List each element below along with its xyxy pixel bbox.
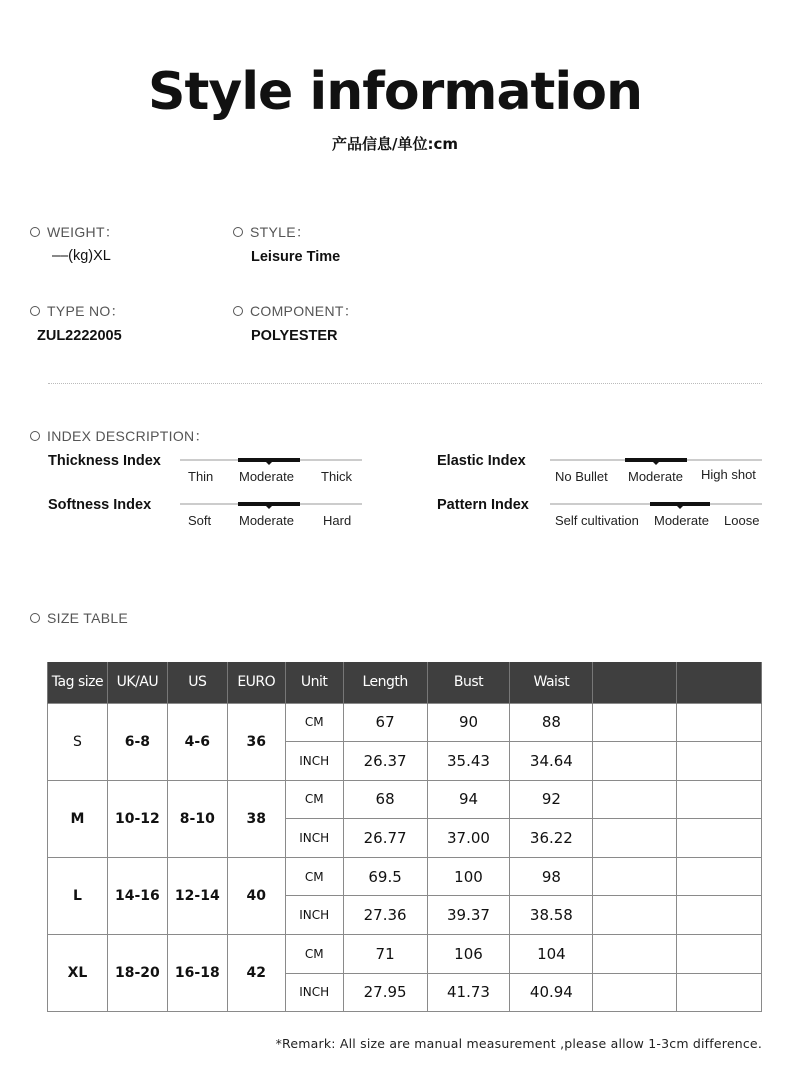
length-cell: 26.37 — [343, 742, 427, 781]
waist-cell: 104 — [510, 935, 593, 974]
softness-index-name: Softness Index — [48, 497, 152, 513]
type-no-value: ZUL2222005 — [37, 328, 122, 344]
euro-cell: 38 — [227, 780, 285, 857]
header-bust: Bust — [427, 662, 510, 703]
tag-size-cell: S — [48, 703, 108, 780]
softness-index-scale — [180, 503, 362, 543]
page-subtitle: 产品信息/单位:cm — [332, 135, 458, 153]
style-label-text: STYLE： — [250, 224, 311, 240]
scale-option: Loose — [724, 513, 760, 528]
unit-cell: CM — [285, 703, 343, 742]
waist-cell: 92 — [510, 780, 593, 819]
style-label — [233, 222, 310, 242]
empty-cell — [593, 935, 677, 974]
tag-size-cell: M — [48, 780, 108, 857]
table-row — [48, 780, 762, 819]
scale-pointer-icon — [652, 461, 660, 465]
length-cell: 71 — [343, 935, 427, 974]
index-description-text: INDEX DESCRIPTION： — [47, 428, 209, 444]
page-title: Style information — [148, 62, 642, 122]
component-label — [233, 301, 358, 321]
size-table — [47, 662, 762, 1012]
empty-cell — [593, 896, 677, 935]
empty-cell — [593, 973, 677, 1012]
euro-cell: 36 — [227, 703, 285, 780]
scale-option: No Bullet — [555, 469, 608, 484]
thickness-index-scale — [180, 459, 362, 499]
thickness-index-name: Thickness Index — [48, 453, 161, 469]
euro-cell: 42 — [227, 935, 285, 1012]
component-label-text: COMPONENT： — [250, 303, 358, 319]
unit-cell: INCH — [285, 973, 343, 1012]
circle-bullet-icon — [30, 613, 40, 623]
euro-cell: 40 — [227, 857, 285, 934]
length-cell: 27.95 — [343, 973, 427, 1012]
empty-cell — [677, 857, 762, 896]
weight-value: ––(kg)XL — [52, 248, 111, 264]
section-divider — [48, 383, 762, 384]
pattern-index-scale — [550, 503, 762, 543]
bust-cell: 106 — [427, 935, 510, 974]
empty-cell — [593, 857, 677, 896]
empty-cell — [677, 896, 762, 935]
header-length: Length — [343, 662, 427, 703]
size-table-label — [30, 610, 128, 626]
scale-option-selected: Moderate — [628, 469, 683, 484]
header-empty — [593, 662, 677, 703]
length-cell: 26.77 — [343, 819, 427, 858]
scale-option: High shot — [701, 467, 756, 482]
unit-cell: CM — [285, 935, 343, 974]
weight-label-text: WEIGHT： — [47, 224, 120, 240]
empty-cell — [593, 742, 677, 781]
length-cell: 27.36 — [343, 896, 427, 935]
empty-cell — [677, 819, 762, 858]
type-no-label — [30, 301, 125, 321]
circle-bullet-icon — [30, 306, 40, 316]
header-empty — [677, 662, 762, 703]
bust-cell: 90 — [427, 703, 510, 742]
remark-note: *Remark: All size are manual measurement ,please allow 1-3cm difference. — [275, 1036, 762, 1051]
waist-cell: 34.64 — [510, 742, 593, 781]
table-header-row — [48, 662, 762, 703]
bust-cell: 94 — [427, 780, 510, 819]
scale-option-selected: Moderate — [239, 469, 294, 484]
length-cell: 67 — [343, 703, 427, 742]
empty-cell — [677, 703, 762, 742]
empty-cell — [593, 819, 677, 858]
weight-label — [30, 222, 119, 242]
scale-option: Hard — [323, 513, 352, 528]
unit-cell: INCH — [285, 742, 343, 781]
circle-bullet-icon — [30, 431, 40, 441]
uk-au-cell: 14-16 — [107, 857, 167, 934]
circle-bullet-icon — [233, 306, 243, 316]
us-cell: 16-18 — [167, 935, 227, 1012]
scale-option-selected: Moderate — [239, 513, 294, 528]
waist-cell: 36.22 — [510, 819, 593, 858]
scale-pointer-icon — [265, 461, 273, 465]
unit-cell: INCH — [285, 896, 343, 935]
scale-option: Thin — [188, 469, 214, 484]
unit-cell: CM — [285, 780, 343, 819]
scale-option: Thick — [321, 469, 353, 484]
header-unit: Unit — [285, 662, 343, 703]
waist-cell: 40.94 — [510, 973, 593, 1012]
waist-cell: 88 — [510, 703, 593, 742]
us-cell: 8-10 — [167, 780, 227, 857]
uk-au-cell: 10-12 — [107, 780, 167, 857]
table-row — [48, 703, 762, 742]
bust-cell: 41.73 — [427, 973, 510, 1012]
component-value: POLYESTER — [251, 328, 338, 344]
circle-bullet-icon — [233, 227, 243, 237]
bust-cell: 100 — [427, 857, 510, 896]
scale-option-selected: Moderate — [654, 513, 709, 528]
unit-cell: INCH — [285, 819, 343, 858]
table-row — [48, 857, 762, 896]
elastic-index-name: Elastic Index — [437, 453, 526, 469]
empty-cell — [593, 780, 677, 819]
scale-option: Soft — [188, 513, 212, 528]
header-waist: Waist — [510, 662, 593, 703]
empty-cell — [593, 703, 677, 742]
empty-cell — [677, 780, 762, 819]
empty-cell — [677, 742, 762, 781]
bust-cell: 39.37 — [427, 896, 510, 935]
length-cell: 69.5 — [343, 857, 427, 896]
unit-cell: CM — [285, 857, 343, 896]
table-row — [48, 935, 762, 974]
tag-size-cell: L — [48, 857, 108, 934]
header-uk-au: UK/AU — [107, 662, 167, 703]
size-table-label-text: SIZE TABLE — [47, 610, 129, 626]
tag-size-cell: XL — [48, 935, 108, 1012]
empty-cell — [677, 973, 762, 1012]
length-cell: 68 — [343, 780, 427, 819]
waist-cell: 38.58 — [510, 896, 593, 935]
header-us: US — [167, 662, 227, 703]
bust-cell: 35.43 — [427, 742, 510, 781]
type-no-label-text: TYPE NO： — [47, 303, 125, 319]
circle-bullet-icon — [30, 227, 40, 237]
scale-pointer-icon — [265, 505, 273, 509]
style-value: Leisure Time — [251, 249, 341, 265]
index-description-label — [30, 426, 209, 446]
empty-cell — [677, 935, 762, 974]
us-cell: 12-14 — [167, 857, 227, 934]
bust-cell: 37.00 — [427, 819, 510, 858]
scale-pointer-icon — [676, 505, 684, 509]
pattern-index-name: Pattern Index — [437, 497, 529, 513]
uk-au-cell: 6-8 — [107, 703, 167, 780]
scale-option: Self cultivation — [555, 513, 639, 528]
waist-cell: 98 — [510, 857, 593, 896]
header-euro: EURO — [227, 662, 285, 703]
uk-au-cell: 18-20 — [107, 935, 167, 1012]
header-tag-size: Tag size — [48, 662, 108, 703]
elastic-index-scale — [550, 459, 762, 499]
us-cell: 4-6 — [167, 703, 227, 780]
